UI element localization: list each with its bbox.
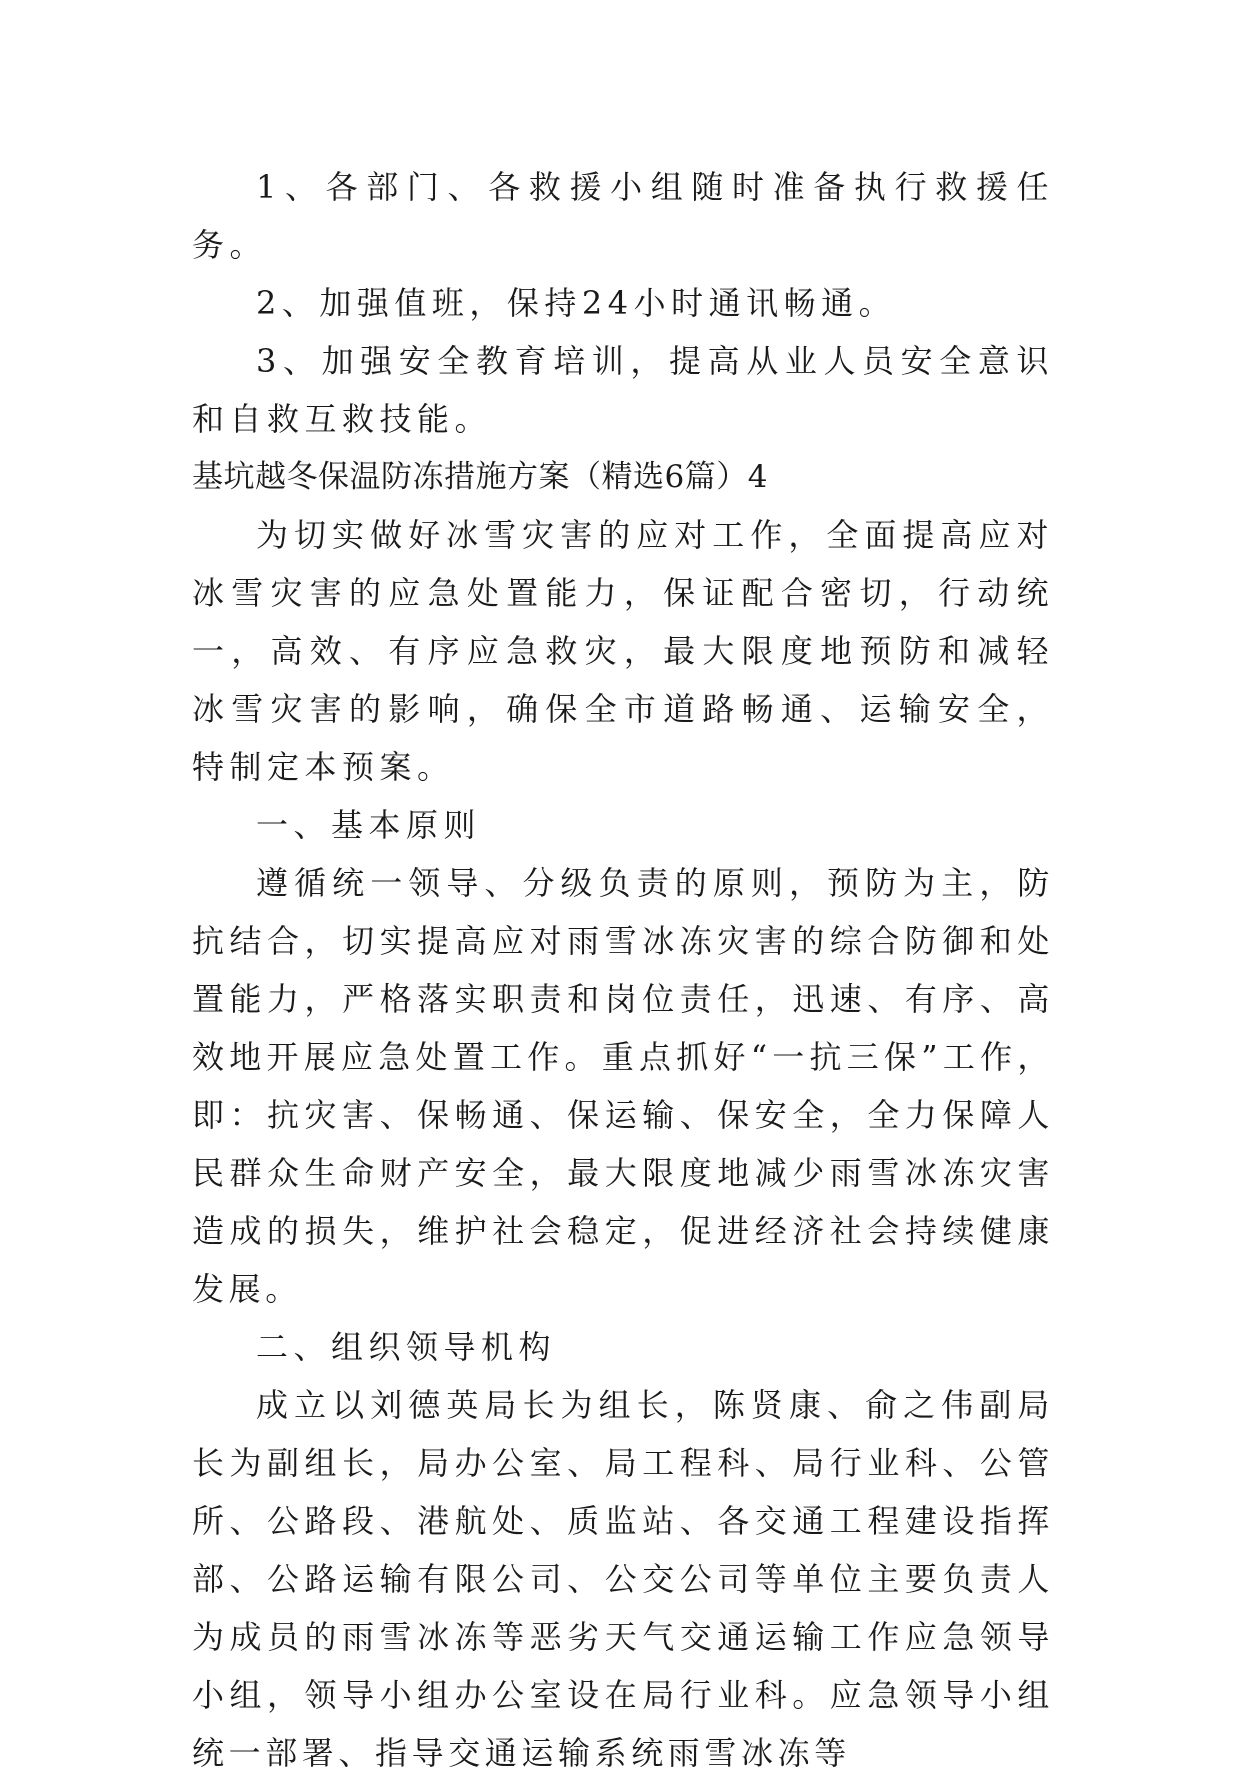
paragraph-intro: 为切实做好冰雪灾害的应对工作，全面提高应对冰雪灾害的应急处置能力，保证配合密切，行动统一，高效、有序应急救灾，最大限度地预防和减轻冰雪灾害的影响，确保全市道路畅通、运输安全，特制定本预案。 xyxy=(192,516,1054,786)
section-title-organization: 二、组织领导机构 xyxy=(256,1328,557,1366)
section-title-basic-principles: 一、基本原则 xyxy=(256,806,482,844)
paragraph-organization: 成立以刘德英局长为组长，陈贤康、俞之伟副局长为副组长，局办公室、局工程科、局行业科、公管所、公路段、港航处、质监站、各交通工程建设指挥部、公路运输有限公司、公交公司等单位主要负责人为成员的雨雪冰冻等恶劣天气交通运输工作应急领导小组，领导小组办公室设在局行业科。应急领导小组统一部署、指导交通运输系统雨雪冰冻等 xyxy=(192,1386,1054,1772)
document-body xyxy=(192,158,1054,1782)
paragraph-task-ready: 1、各部门、各救援小组随时准备执行救援任务。 xyxy=(192,168,1054,264)
paragraph-safety-training: 3、加强安全教育培训，提高从业人员安全意识和自救互救技能。 xyxy=(192,342,1054,438)
paragraph-principles: 遵循统一领导、分级负责的原则，预防为主，防抗结合，切实提高应对雨雪冰冻灾害的综合防御和处置能力，严格落实职责和岗位责任，迅速、有序、高效地开展应急处置工作。重点抓好“一抗三保”工作，即：抗灾害、保畅通、保运输、保安全，全力保障人民群众生命财产安全，最大限度地减少雨雪冰冻灾害造成的损失，维护社会稳定，促进经济社会持续健康发展。 xyxy=(192,864,1054,1308)
article-heading: 基坑越冬保温防冻措施方案（精选6篇）4 xyxy=(192,459,768,495)
paragraph-duty-shift: 2、加强值班，保持24小时通讯畅通。 xyxy=(256,284,897,322)
